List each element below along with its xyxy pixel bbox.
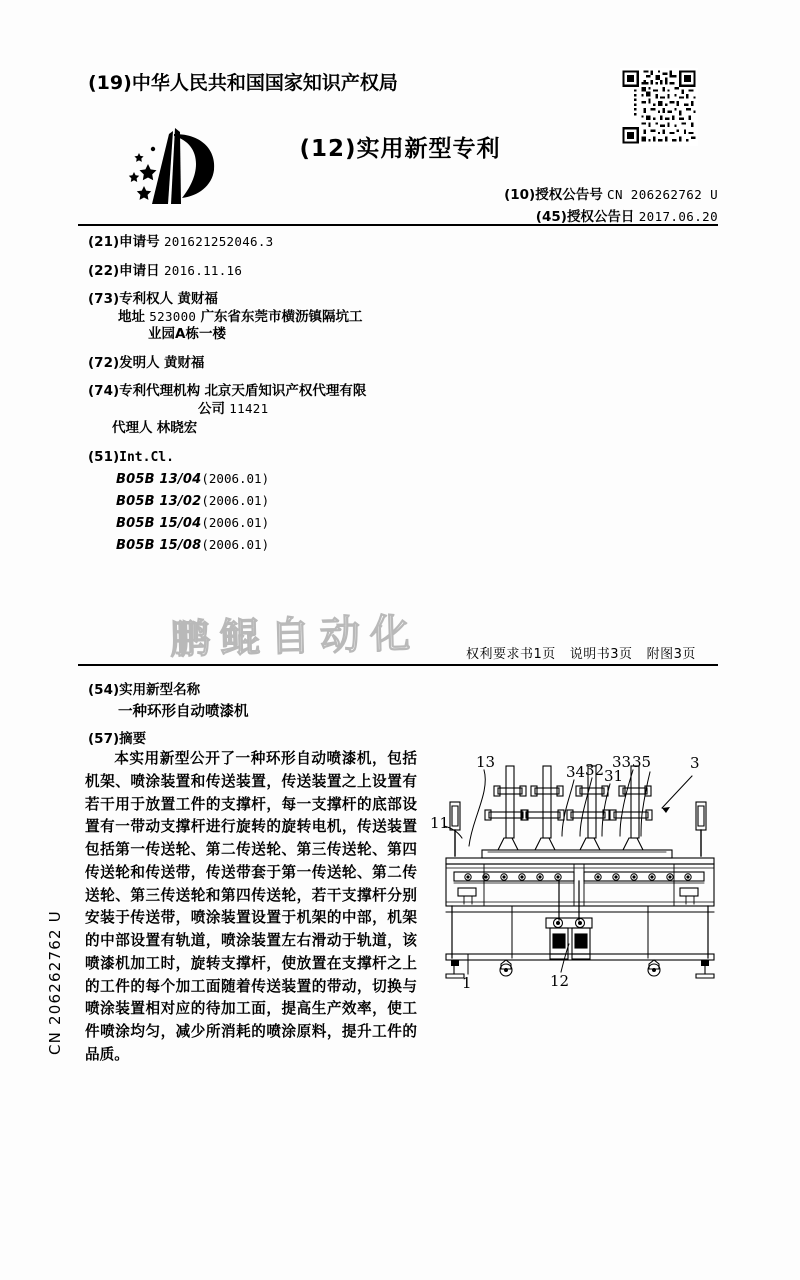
application-number-value: 201621252046.3 [163, 234, 274, 249]
inventor-label: 发明人 [119, 354, 160, 371]
inventor-row [88, 354, 448, 371]
patentee-value: 黄财福 [177, 291, 218, 307]
application-date-value: 2016.11.16 [163, 262, 243, 278]
inventor-value: 黄财福 [163, 354, 205, 371]
header-divider [78, 224, 718, 226]
drawings-page-count: 附图3页 [646, 647, 696, 662]
publication-date-code: (45) [535, 209, 567, 225]
address-line-1: 广东省东莞市横沥镇隔坑工 [200, 308, 363, 325]
publication-number-label: 授权公告号 [535, 187, 603, 203]
office-code: (19) [88, 72, 132, 94]
page-title: 一种环形自动喷漆机 [118, 704, 249, 720]
publication-date-label: 授权公告日 [566, 209, 635, 225]
publication-number-code: (10) [504, 187, 536, 203]
ipc-entry [116, 473, 448, 486]
company-watermark: 鹏鲲自动化 [169, 610, 421, 664]
kind-name: 实用新型专利 [356, 136, 501, 162]
abstract-section-heading [88, 727, 146, 747]
patentee-code: (73) [88, 291, 120, 307]
abstract-divider [78, 664, 718, 666]
ipc-entry-version: (2006.01) [201, 537, 270, 552]
application-date-row [88, 262, 448, 279]
agency-label: 专利代理机构 [119, 383, 201, 399]
agent-row [112, 422, 448, 436]
ipc-entry [116, 539, 448, 552]
address-row [118, 308, 448, 325]
agency-row [88, 385, 448, 399]
figure-callout: 34 [566, 763, 586, 781]
ipc-code: (51) [88, 448, 120, 465]
agent-label: 代理人 [112, 420, 153, 436]
address-postcode: 523000 [149, 308, 197, 324]
figure-callout: 11 [430, 814, 450, 832]
agency-row-continued [198, 400, 448, 417]
figure-callout: 13 [476, 753, 496, 771]
page-counts [466, 643, 710, 662]
figure-callout: 12 [550, 972, 570, 990]
title-section-label: 实用新型名称 [119, 682, 201, 698]
kind-code: (12) [299, 136, 357, 162]
figure-callout: 35 [632, 753, 652, 771]
publication-date-value: 2017.06.20 [638, 209, 718, 224]
ipc-entry-code: B05B 13/04 [116, 472, 202, 487]
figure-callout: 33 [612, 753, 632, 771]
title-section-heading [88, 678, 200, 698]
publication-number-value: CN 206262762 U [607, 187, 718, 202]
abstract-section-label: 摘要 [119, 731, 147, 747]
ipc-entry-code: B05B 15/04 [116, 516, 202, 531]
ipc-entry-code: B05B 13/02 [116, 494, 202, 509]
issuing-office-heading [88, 68, 398, 95]
figure-callout: 32 [585, 761, 605, 779]
application-number-row [88, 236, 448, 250]
side-publication-identifier: CN 206262762 U [46, 910, 64, 1055]
abstract-section-code: (57) [88, 731, 120, 747]
agent-value: 林晓宏 [156, 420, 198, 436]
application-number-label: 申请号 [119, 234, 160, 250]
address-label: 地址 [118, 308, 145, 325]
figure-callout: 1 [462, 974, 472, 990]
title-section-code: (54) [88, 682, 120, 698]
address-line-2: 业园A栋一楼 [148, 326, 226, 342]
inventor-code: (72) [88, 354, 120, 371]
patentee-row [88, 293, 448, 307]
bibliographic-data [88, 236, 448, 552]
ipc-entry [116, 495, 448, 508]
agency-code: (74) [88, 383, 120, 399]
claims-page-count: 权利要求书1页 [466, 647, 556, 662]
ipc-label: Int.Cl. [119, 449, 174, 465]
agency-line-1: 北京天盾知识产权代理有限 [204, 383, 367, 399]
ipc-entry [116, 517, 448, 530]
qr-code-icon [620, 68, 698, 146]
application-number-code: (21) [88, 234, 120, 250]
publication-number [504, 183, 718, 203]
abstract-text: 本实用新型公开了一种环形自动喷漆机，包括机架、喷涂装置和传送装置，传送装置之上设置有若干用于放置工件的支撑杆，每一支撑杆的底部设置有一带动支撑杆进行旋转的旋转电机，传送装置包括第一传送轮、第二传送轮、第三传送轮、第四传送轮和传送带，传送带套于第一传送轮、第二传送轮、第三传送轮和第四传送轮，若干支撑杆分别安装于传送带，喷涂装置设置于机架的中部，机架的中部设置有轨道，喷涂装置左右滑动于轨道，该喷漆机加工时，旋转支撑杆，使放置在支撑杆之上的工件的每个加工面随着传送装置的带动，切换与喷涂装置相对应的待加工面，提高生产效率，使工件喷涂均匀，减少所消耗的喷涂原料，提升工件的品质。 [85, 750, 417, 1063]
agency-number: 11421 [229, 400, 269, 416]
figure-callout: 31 [604, 767, 624, 785]
spray-painting-machine-drawing [424, 722, 736, 990]
ipc-header-row [88, 448, 448, 465]
patentee-label: 专利权人 [119, 291, 174, 307]
ipc-entry-version: (2006.01) [201, 471, 270, 486]
application-date-code: (22) [88, 262, 120, 279]
ipc-entry-version: (2006.01) [201, 493, 270, 508]
agency-line-2: 公司 [198, 400, 225, 417]
application-date-label: 申请日 [119, 262, 160, 279]
office-name: 中华人民共和国国家知识产权局 [131, 72, 398, 94]
ipc-entry-code: B05B 15/08 [116, 538, 202, 553]
description-page-count: 说明书3页 [569, 647, 633, 662]
address-row-continued [148, 328, 448, 342]
publication-date [536, 205, 718, 225]
figure-callout: 3 [690, 754, 700, 772]
ipc-entry-version: (2006.01) [201, 515, 270, 530]
